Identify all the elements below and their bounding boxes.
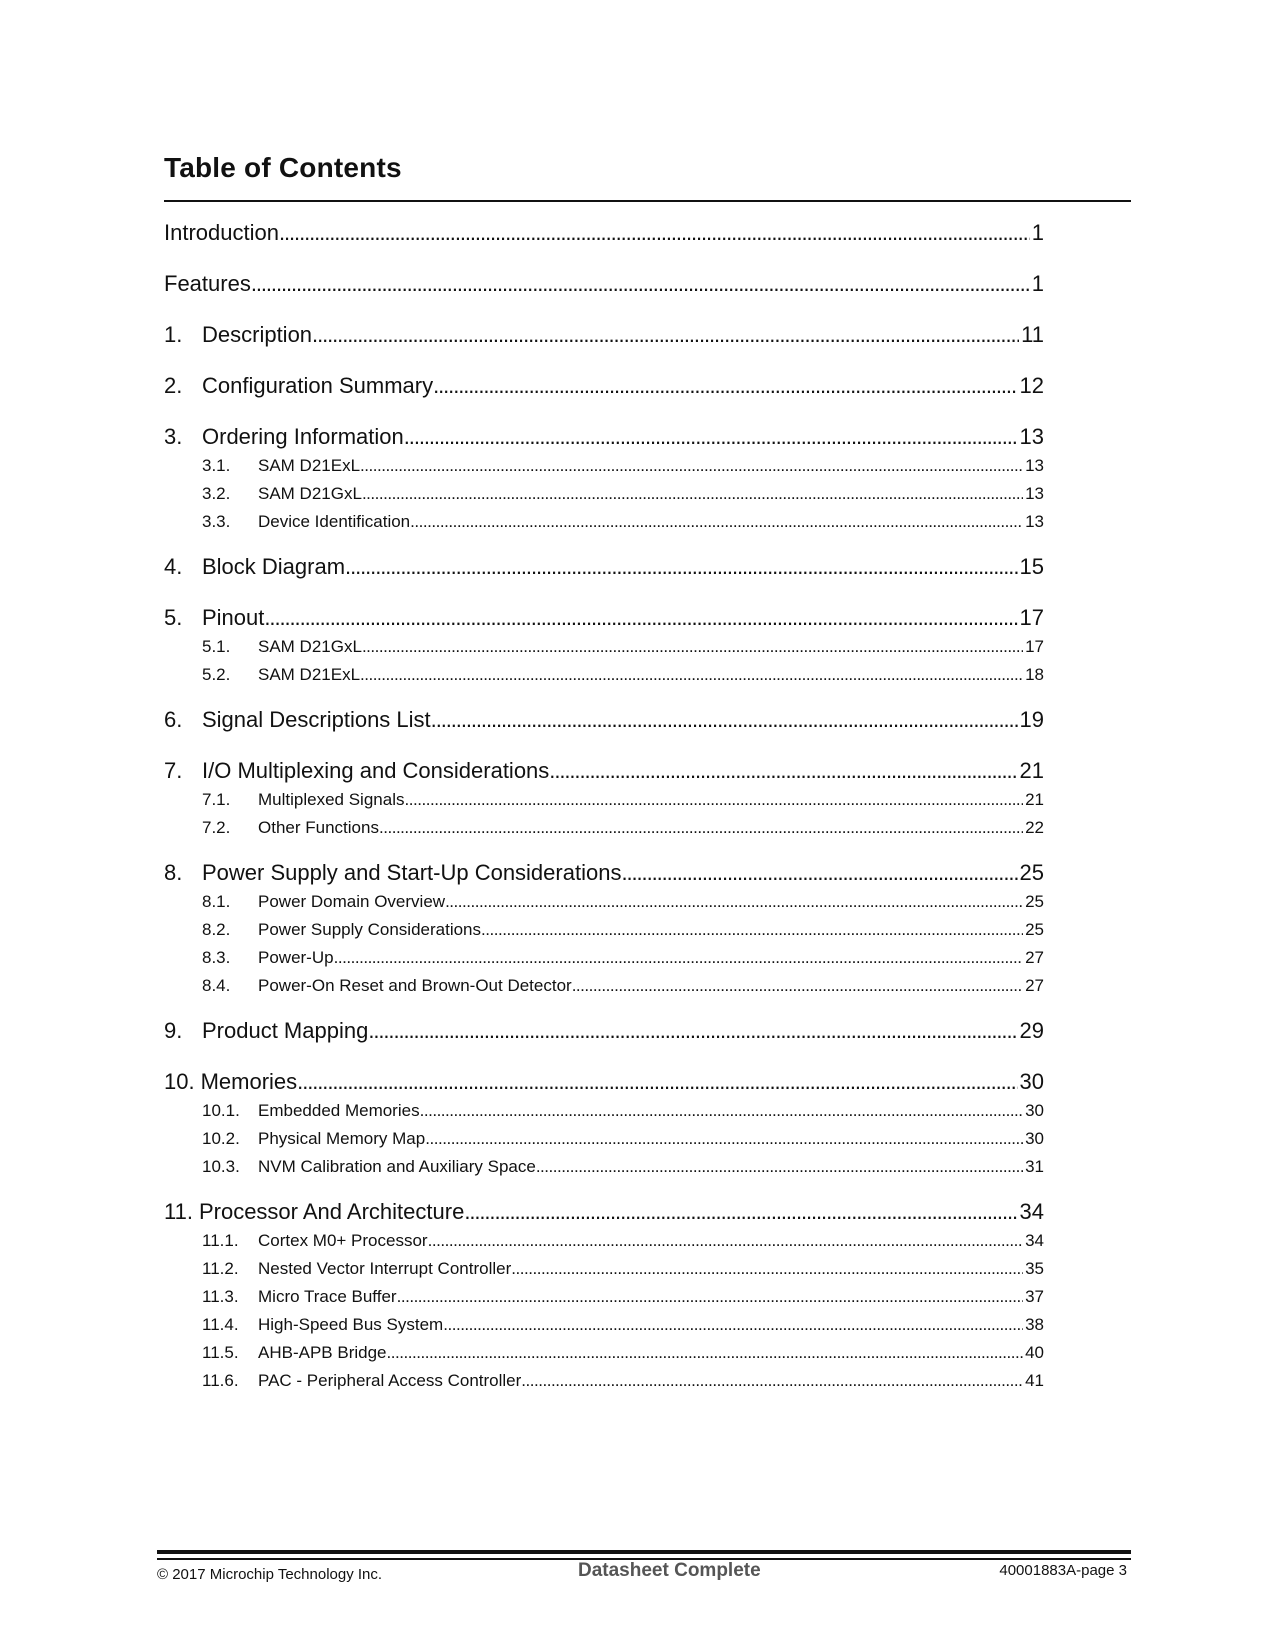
toc-entry-page: 1 (1031, 220, 1044, 245)
toc-subentry-number: 11.6. (202, 1371, 239, 1390)
dot-leader (251, 265, 1030, 303)
toc-subentry[interactable] (164, 972, 1044, 1012)
toc-subentry-title: Nested Vector Interrupt Controller (258, 1259, 512, 1278)
toc-subentry-title: SAM D21ExL (258, 456, 361, 475)
toc-subentry-number: 8.3. (202, 948, 231, 967)
toc-subentry-number: 10.1. (202, 1101, 240, 1120)
dot-leader (431, 701, 1018, 739)
toc-entry-number: 1. (164, 322, 183, 347)
toc-subentry-page: 13 (1025, 512, 1044, 531)
toc-subentry-number: 11.1. (202, 1231, 239, 1250)
toc-entry-number: 7. (164, 758, 183, 783)
toc-subentry-title: Power-Up (258, 948, 334, 967)
toc-subentry-page: 31 (1025, 1157, 1044, 1176)
toc-subentry-title: Other Functions (258, 818, 379, 837)
toc-subentry-page: 40 (1025, 1343, 1044, 1362)
footer-page-ref: 40001883A-page 3 (999, 1562, 1127, 1579)
toc-subentry-title: Embedded Memories (258, 1101, 420, 1120)
toc-subentry[interactable] (164, 1125, 1044, 1153)
toc-entry-title: Memories (200, 1069, 298, 1094)
toc-subentry[interactable] (164, 480, 1044, 508)
toc-subentry-number: 8.1. (202, 892, 231, 911)
toc-entry-page: 21 (1019, 758, 1044, 783)
toc-subentry[interactable] (164, 1255, 1044, 1283)
toc-subentry-number: 8.2. (202, 920, 231, 939)
dot-leader (264, 599, 1017, 633)
toc-entry-number: 2. (164, 373, 183, 398)
toc-subentry-number: 3.3. (202, 512, 231, 531)
toc-entry-title: Description (202, 322, 313, 347)
toc-subentry[interactable] (164, 1311, 1044, 1339)
toc-entry-number: 6. (164, 707, 183, 732)
toc-entry-title: Power Supply and Start-Up Considerations (202, 860, 622, 885)
toc-subentry[interactable] (164, 1153, 1044, 1193)
dot-leader (536, 1153, 1023, 1181)
toc-subentry-title: Device Identification (258, 512, 411, 531)
dot-leader (312, 316, 1019, 354)
toc-subentry-page: 21 (1025, 790, 1044, 809)
toc-entry-number: 9. (164, 1018, 183, 1043)
toc-subentry-page: 30 (1025, 1129, 1044, 1148)
toc-subentry-number: 8.4. (202, 976, 231, 995)
toc-entry-number: 10. (164, 1069, 195, 1094)
toc-entry-title: Ordering Information (202, 424, 404, 449)
toc-subentry-page: 22 (1025, 818, 1044, 837)
toc-entry[interactable] (164, 701, 1044, 752)
toc-subentry-page: 17 (1025, 637, 1044, 656)
toc-subentry-page: 13 (1025, 484, 1044, 503)
title-divider (164, 200, 1131, 202)
dot-leader (404, 418, 1018, 452)
toc-entry[interactable] (164, 418, 1044, 452)
dot-leader (379, 814, 1023, 842)
toc-entry-page: 19 (1019, 707, 1044, 732)
toc-entry[interactable] (164, 367, 1044, 418)
toc-subentry[interactable] (164, 888, 1044, 916)
dot-leader (521, 1367, 1023, 1395)
toc-subentry[interactable] (164, 508, 1044, 548)
dot-leader (549, 752, 1017, 786)
toc-entry-title: Features (164, 271, 251, 296)
dot-leader (387, 1339, 1024, 1367)
dot-leader (464, 1193, 1017, 1227)
dot-leader (420, 1097, 1024, 1125)
toc-subentry[interactable] (164, 1367, 1044, 1407)
toc-entry-page: 12 (1019, 373, 1044, 398)
dot-leader (443, 1311, 1023, 1339)
toc-subentry[interactable] (164, 661, 1044, 701)
dot-leader (572, 972, 1023, 1000)
toc-entry-title: I/O Multiplexing and Considerations (202, 758, 550, 783)
toc-subentry-number: 7.1. (202, 790, 231, 809)
toc-entry-page: 17 (1019, 605, 1044, 630)
toc-entry[interactable] (164, 599, 1044, 633)
toc-entry-title: Pinout (202, 605, 265, 630)
toc-entry[interactable] (164, 214, 1044, 265)
toc-entry[interactable] (164, 854, 1044, 888)
toc-entry-number: 8. (164, 860, 183, 885)
toc-subentry-number: 5.2. (202, 665, 231, 684)
toc-entry[interactable] (164, 1193, 1044, 1227)
toc-subentry-page: 41 (1025, 1371, 1044, 1390)
toc-subentry[interactable] (164, 633, 1044, 661)
toc-entry[interactable] (164, 752, 1044, 786)
toc-subentry-title: SAM D21GxL (258, 484, 362, 503)
dot-leader (368, 1012, 1017, 1050)
toc-entry-page: 11 (1021, 322, 1044, 347)
toc-entry-number: 3. (164, 424, 183, 449)
toc-subentry-title: PAC - Peripheral Access Controller (258, 1371, 522, 1390)
toc-entry-page: 34 (1019, 1199, 1044, 1224)
toc-entry-page: 13 (1019, 424, 1044, 449)
toc-subentry-number: 3.1. (202, 456, 231, 475)
toc-entry-title: Introduction (164, 220, 279, 245)
toc-subentry[interactable] (164, 1339, 1044, 1367)
toc-subentry-number: 11.2. (202, 1259, 239, 1278)
dot-leader (428, 1227, 1023, 1255)
toc-subentry-number: 11.3. (202, 1287, 239, 1306)
dot-leader (621, 854, 1017, 888)
dot-leader (345, 548, 1017, 586)
toc-subentry-page: 34 (1025, 1231, 1044, 1250)
dot-leader (404, 786, 1023, 814)
toc-subentry[interactable] (164, 452, 1044, 480)
dot-leader (425, 1125, 1023, 1153)
dot-leader (362, 480, 1023, 508)
toc-subentry-number: 10.2. (202, 1129, 240, 1148)
toc-entry[interactable] (164, 316, 1044, 367)
toc-subentry[interactable] (164, 786, 1044, 814)
toc-entry-number: 11. (164, 1199, 193, 1224)
footer-copyright: © 2017 Microchip Technology Inc. (157, 1566, 383, 1583)
toc-subentry-page: 13 (1025, 456, 1044, 475)
toc-subentry-title: High-Speed Bus System (258, 1315, 444, 1334)
dot-leader (334, 944, 1023, 972)
dot-leader (360, 661, 1023, 689)
toc-subentry[interactable] (164, 1283, 1044, 1311)
toc-subentry-title: Power Domain Overview (258, 892, 446, 911)
toc-entry[interactable] (164, 1063, 1044, 1097)
toc-subentry-title: Power Supply Considerations (258, 920, 482, 939)
toc-subentry-number: 3.2. (202, 484, 231, 503)
toc-subentry[interactable] (164, 814, 1044, 854)
toc-entry-title: Product Mapping (202, 1018, 369, 1043)
toc-entry-title: Configuration Summary (202, 373, 434, 398)
dot-leader (397, 1283, 1024, 1311)
toc-subentry-title: SAM D21GxL (258, 637, 362, 656)
dot-leader (511, 1255, 1023, 1283)
dot-leader (297, 1063, 1017, 1097)
toc-entry-page: 1 (1031, 271, 1044, 296)
toc-entry[interactable] (164, 265, 1044, 316)
toc-subentry-page: 25 (1025, 920, 1044, 939)
toc-subentry-number: 10.3. (202, 1157, 240, 1176)
toc-subentry-page: 27 (1025, 948, 1044, 967)
toc-subentry-title: AHB-APB Bridge (258, 1343, 387, 1362)
dot-leader (445, 888, 1023, 916)
toc-entry-number: 4. (164, 554, 183, 579)
toc-subentry-page: 30 (1025, 1101, 1044, 1120)
footer-doc-status: Datasheet Complete (578, 1560, 761, 1581)
table-of-contents (164, 214, 1044, 1407)
toc-entry-page: 15 (1019, 554, 1044, 579)
toc-entry[interactable] (164, 1012, 1044, 1063)
toc-subentry-title: Power-On Reset and Brown-Out Detector (258, 976, 572, 995)
toc-subentry-page: 18 (1025, 665, 1044, 684)
dot-leader (410, 508, 1023, 536)
toc-subentry[interactable] (164, 1227, 1044, 1255)
toc-subentry-page: 37 (1025, 1287, 1044, 1306)
page-title: Table of Contents (164, 152, 402, 183)
dot-leader (362, 633, 1023, 661)
toc-subentry-number: 5.1. (202, 637, 231, 656)
toc-subentry-title: Cortex M0+ Processor (258, 1231, 428, 1250)
toc-entry-page: 29 (1019, 1018, 1044, 1043)
toc-subentry-page: 38 (1025, 1315, 1044, 1334)
toc-subentry[interactable] (164, 944, 1044, 972)
toc-entry-title: Processor And Architecture (198, 1199, 465, 1224)
footer-divider-thick (157, 1550, 1131, 1554)
toc-subentry[interactable] (164, 916, 1044, 944)
dot-leader (279, 214, 1030, 252)
dot-leader (360, 452, 1023, 480)
dot-leader (481, 916, 1023, 944)
toc-subentry-number: 11.4. (202, 1315, 239, 1334)
toc-subentry[interactable] (164, 1097, 1044, 1125)
toc-subentry-page: 27 (1025, 976, 1044, 995)
dot-leader (433, 367, 1017, 405)
toc-subentry-title: Physical Memory Map (258, 1129, 426, 1148)
toc-subentry-title: SAM D21ExL (258, 665, 361, 684)
toc-entry-number: 5. (164, 605, 183, 630)
toc-subentry-number: 11.5. (202, 1343, 239, 1362)
toc-entry-page: 30 (1019, 1069, 1044, 1094)
toc-entry[interactable] (164, 548, 1044, 599)
toc-subentry-number: 7.2. (202, 818, 231, 837)
toc-entry-title: Block Diagram (202, 554, 346, 579)
toc-subentry-title: NVM Calibration and Auxiliary Space (258, 1157, 536, 1176)
toc-subentry-title: Multiplexed Signals (258, 790, 405, 809)
toc-subentry-page: 25 (1025, 892, 1044, 911)
toc-entry-title: Signal Descriptions List (202, 707, 431, 732)
toc-entry-page: 25 (1019, 860, 1044, 885)
toc-subentry-page: 35 (1025, 1259, 1044, 1278)
toc-subentry-title: Micro Trace Buffer (258, 1287, 397, 1306)
